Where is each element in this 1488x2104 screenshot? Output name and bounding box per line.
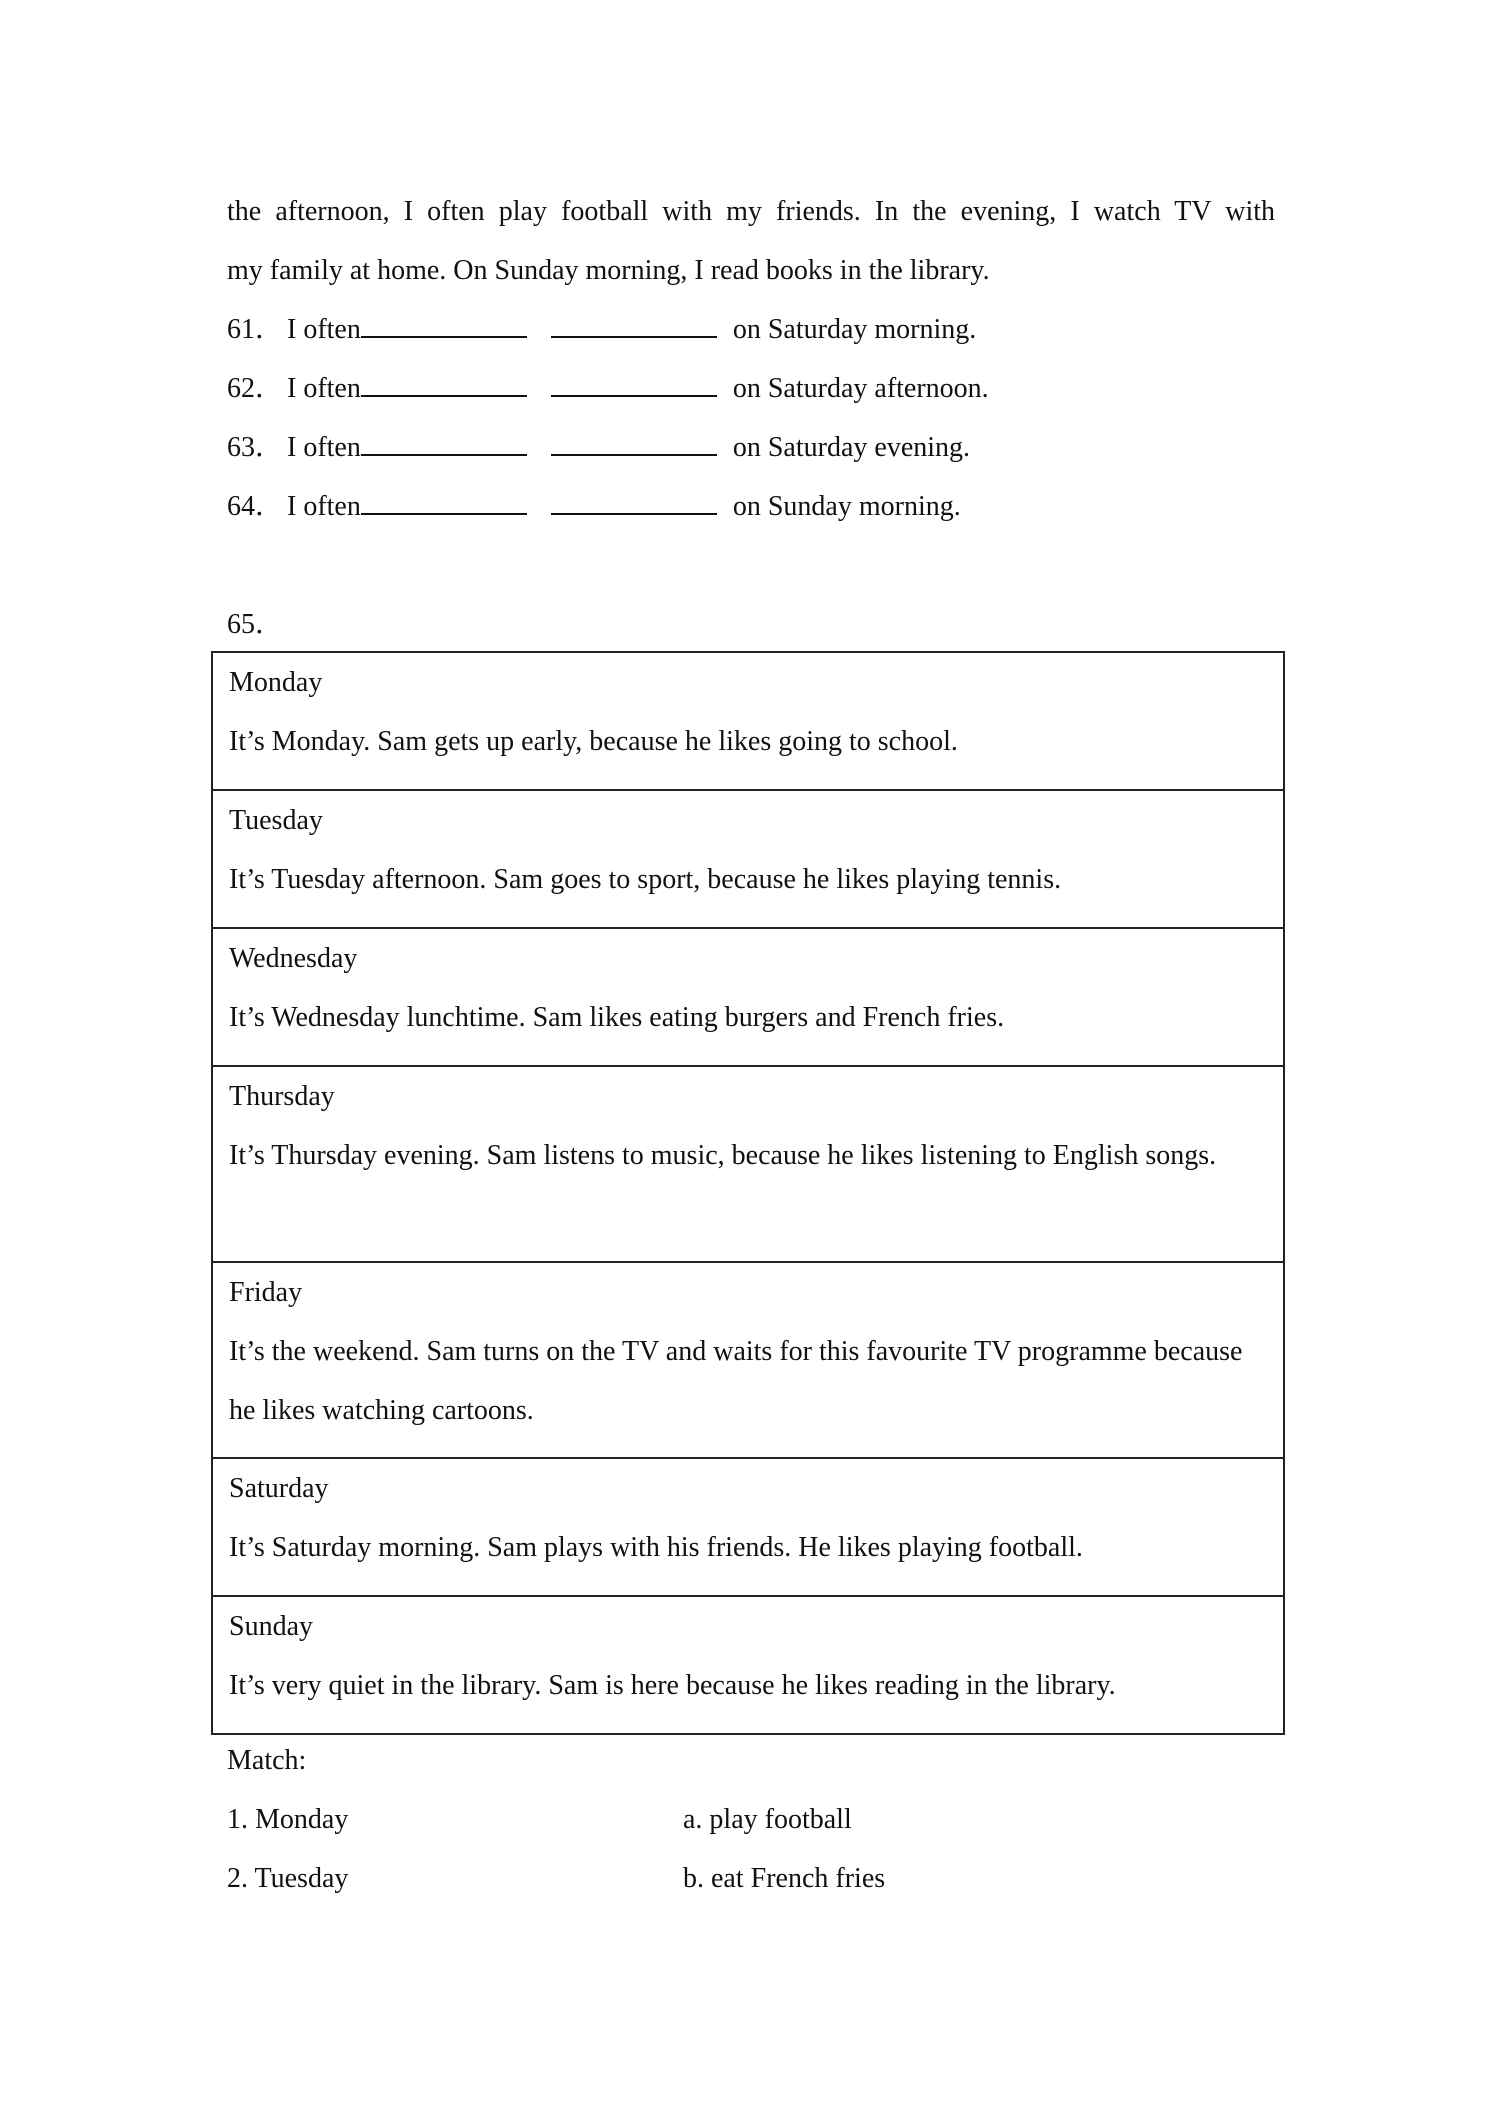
- day-description: It’s Monday. Sam gets up early, because he likes going to school.: [229, 726, 958, 757]
- answer-blank-2[interactable]: [551, 450, 717, 456]
- day-description: It’s the weekend. Sam turns on the TV and waits for this favourite TV programme because he likes watching cartoons.: [229, 1336, 1243, 1426]
- match-label: Match:: [227, 1745, 307, 1776]
- answer-blank-2[interactable]: [551, 509, 717, 515]
- day-description: It’s Thursday evening. Sam listens to music, because he likes listening to English songs.: [229, 1140, 1217, 1171]
- answer-blank-1[interactable]: [361, 450, 527, 456]
- day-name: Saturday: [229, 1473, 329, 1504]
- day-description: It’s Tuesday afternoon. Sam goes to sport, because he likes playing tennis.: [229, 864, 1062, 895]
- days-table: [211, 651, 1285, 1735]
- question-prefix: I often: [287, 491, 361, 522]
- question-number: 64．: [227, 491, 284, 522]
- day-name: Friday: [229, 1277, 303, 1308]
- answer-blank-1[interactable]: [361, 391, 527, 397]
- table-row: [212, 1458, 1284, 1596]
- intro-line-1: the afternoon, I often play football with my friends. In the evening, I watch TV with: [227, 196, 1275, 227]
- match-right: a. play football: [683, 1804, 852, 1835]
- question-suffix: on Saturday morning.: [732, 314, 977, 345]
- answer-blank-1[interactable]: [361, 509, 527, 515]
- day-description: It’s Wednesday lunchtime. Sam likes eating burgers and French fries.: [229, 1002, 1005, 1033]
- question-63: [227, 434, 970, 462]
- question-65-label: 65．: [227, 609, 284, 640]
- match-left: 1. Monday: [227, 1804, 349, 1835]
- question-61: [227, 316, 976, 344]
- table-row: [212, 928, 1284, 1066]
- day-name: Wednesday: [229, 943, 358, 974]
- day-name: Tuesday: [229, 805, 323, 836]
- question-62: [227, 375, 989, 403]
- day-name: Monday: [229, 667, 323, 698]
- question-prefix: I often: [287, 373, 361, 404]
- question-number: 63．: [227, 432, 284, 463]
- day-name: Thursday: [229, 1081, 335, 1112]
- question-suffix: on Saturday evening.: [732, 432, 971, 463]
- question-prefix: I often: [287, 314, 361, 345]
- day-description: It’s Saturday morning. Sam plays with his friends. He likes playing football.: [229, 1532, 1083, 1563]
- question-64: [227, 493, 961, 521]
- answer-blank-2[interactable]: [551, 332, 717, 338]
- answer-blank-2[interactable]: [551, 391, 717, 397]
- match-row: [227, 1804, 852, 1835]
- question-suffix: on Saturday afternoon.: [732, 373, 989, 404]
- table-row: [212, 652, 1284, 790]
- table-row: [212, 790, 1284, 928]
- table-row: [212, 1596, 1284, 1734]
- day-name: Sunday: [229, 1611, 313, 1642]
- table-row: [212, 1262, 1284, 1458]
- answer-blank-1[interactable]: [361, 332, 527, 338]
- question-number: 61．: [227, 314, 284, 345]
- match-right: b. eat French fries: [683, 1863, 886, 1894]
- question-prefix: I often: [287, 432, 361, 463]
- intro-line-2: my family at home. On Sunday morning, I read books in the library.: [227, 255, 990, 286]
- table-row: [212, 1066, 1284, 1262]
- question-number: 62．: [227, 373, 284, 404]
- question-suffix: on Sunday morning.: [732, 491, 961, 522]
- day-description: It’s very quiet in the library. Sam is here because he likes reading in the library.: [229, 1670, 1116, 1701]
- match-left: 2. Tuesday: [227, 1863, 349, 1894]
- match-row: [227, 1863, 886, 1894]
